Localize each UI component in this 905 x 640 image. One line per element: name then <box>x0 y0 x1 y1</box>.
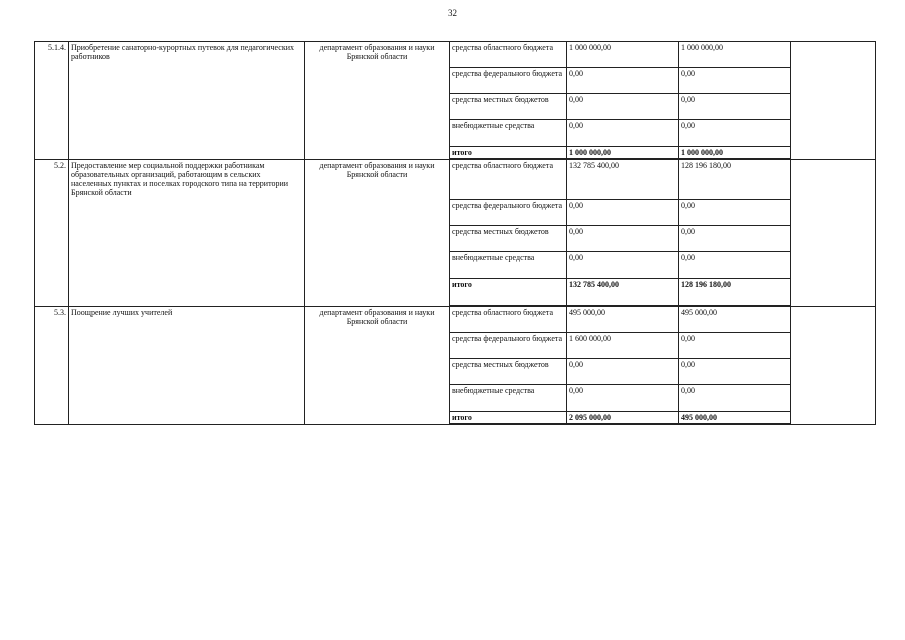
table-row <box>35 159 876 200</box>
funding-source: средства федерального бюджета <box>450 68 567 94</box>
funding-source: внебюджетные средства <box>450 385 567 412</box>
total-col2: 1 000 000,00 <box>679 147 791 160</box>
amount-col2: 0,00 <box>679 68 791 94</box>
funding-source: средства областного бюджета <box>450 306 567 333</box>
funding-source: средства областного бюджета <box>450 159 567 200</box>
measure-name: Предоставление мер социальной поддержки работникам образовательных организаций, работающим в сельских населенных пунктах и поселках городского типа на территории Брянской области <box>69 159 305 306</box>
amount-col1: 495 000,00 <box>567 306 679 333</box>
funding-source: средства местных бюджетов <box>450 359 567 385</box>
funding-source: средства областного бюджета <box>450 42 567 68</box>
total-col1: 132 785 400,00 <box>567 279 679 307</box>
amount-col1: 0,00 <box>567 200 679 226</box>
funding-source: внебюджетные средства <box>450 252 567 279</box>
total-label: итого <box>450 147 567 160</box>
amount-col1: 0,00 <box>567 94 679 120</box>
department: департамент образования и науки Брянской области <box>305 159 450 306</box>
notes-cell <box>791 306 876 424</box>
amount-col2: 0,00 <box>679 359 791 385</box>
amount-col1: 0,00 <box>567 68 679 94</box>
amount-col2: 0,00 <box>679 94 791 120</box>
department: департамент образования и науки Брянской области <box>305 42 450 160</box>
table-row <box>35 306 876 333</box>
amount-col1: 0,00 <box>567 252 679 279</box>
funding-source: внебюджетные средства <box>450 120 567 147</box>
amount-col2: 0,00 <box>679 252 791 279</box>
funding-source: средства федерального бюджета <box>450 333 567 359</box>
amount-col1: 1 000 000,00 <box>567 42 679 68</box>
amount-col1: 0,00 <box>567 359 679 385</box>
amount-col1: 0,00 <box>567 120 679 147</box>
page-number: 32 <box>448 8 457 18</box>
funding-source: средства федерального бюджета <box>450 200 567 226</box>
amount-col1: 1 600 000,00 <box>567 333 679 359</box>
total-label: итого <box>450 412 567 425</box>
total-col2: 128 196 180,00 <box>679 279 791 307</box>
section-number: 5.2. <box>35 159 69 306</box>
total-col2: 495 000,00 <box>679 412 791 425</box>
funding-source: средства местных бюджетов <box>450 226 567 252</box>
amount-col2: 0,00 <box>679 200 791 226</box>
total-col1: 1 000 000,00 <box>567 147 679 160</box>
table-row <box>35 42 876 68</box>
measure-name: Приобретение санаторно-курортных путевок для педагогических работников <box>69 42 305 160</box>
total-label: итого <box>450 279 567 307</box>
notes-cell <box>791 42 876 160</box>
amount-col2: 0,00 <box>679 333 791 359</box>
amount-col2: 495 000,00 <box>679 306 791 333</box>
amount-col1: 132 785 400,00 <box>567 159 679 200</box>
department: департамент образования и науки Брянской области <box>305 306 450 424</box>
section-number: 5.3. <box>35 306 69 424</box>
measure-name: Поощрение лучших учителей <box>69 306 305 424</box>
amount-col1: 0,00 <box>567 385 679 412</box>
amount-col2: 0,00 <box>679 385 791 412</box>
amount-col2: 1 000 000,00 <box>679 42 791 68</box>
amount-col2: 0,00 <box>679 120 791 147</box>
section-number: 5.1.4. <box>35 42 69 160</box>
total-col1: 2 095 000,00 <box>567 412 679 425</box>
amount-col1: 0,00 <box>567 226 679 252</box>
funding-source: средства местных бюджетов <box>450 94 567 120</box>
amount-col2: 128 196 180,00 <box>679 159 791 200</box>
notes-cell <box>791 159 876 306</box>
amount-col2: 0,00 <box>679 226 791 252</box>
budget-table <box>34 41 876 425</box>
